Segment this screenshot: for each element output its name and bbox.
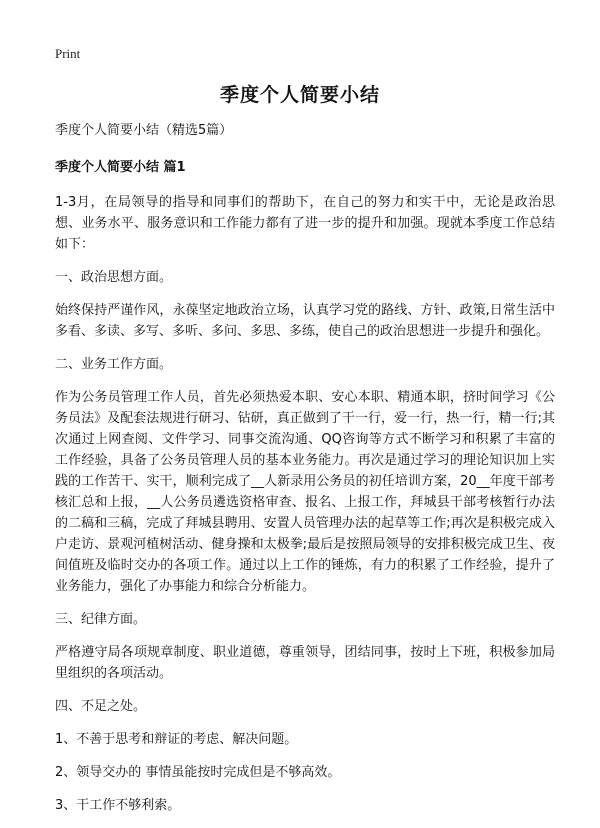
intro-paragraph: 1-3月，在局领导的指导和同事们的帮助下，在自己的努力和实干中，无论是政治思想、业务水平、服务意识和工作能力都有了进一步的提升和加强。现就本季度工作总结如下：	[55, 195, 555, 252]
section-heading-discipline: 三、纪律方面。	[55, 612, 147, 627]
document-subtitle: 季度个人简要小结（精选5篇）	[55, 123, 233, 138]
paragraph-discipline: 严格遵守局各项规章制度、职业道德，尊重领导，团结同事，按时上下班，积极参加局里组织的各项活动。	[55, 645, 555, 681]
document-title: 季度个人简要小结	[219, 84, 380, 106]
section-heading-business: 二、业务工作方面。	[55, 357, 173, 372]
shortcoming-item-1: 1、不善于思考和辩证的考虑、解决问题。	[55, 732, 298, 747]
document-body	[55, 120, 555, 828]
article-heading: 季度个人简要小结 篇1	[55, 160, 186, 175]
shortcoming-item-2: 2、领导交办的 事情虽能按时完成但是不够高效。	[55, 765, 341, 780]
section-heading-shortcomings: 四、不足之处。	[55, 699, 147, 714]
paragraph-political: 始终保持严谨作风，永葆坚定地政治立场，认真学习党的路线、方针、政策,日常生活中多看、多读、多写、多听、多问、多思、多练，使自己的政治思想进一步提升和强化。	[55, 303, 555, 339]
shortcoming-item-3: 3、干工作不够利索。	[55, 798, 181, 813]
paragraph-business: 作为公务员管理工作人员，首先必须热爱本职、安心本职、精通本职，挤时间学习《公务员法》及配套法规进行研习、钻研，真正做到了干一行，爱一行，热一行，精一行;其次通过上网查阅、文件学习、同事交流沟通、QQ咨询等方式不断学习和积累了丰富的工作经验，具备了公务员管理人员的基本业务能力。再次是通过学习的理论知识加上实践的工作苦干、实干，顺利完成了__人新录用公务员的初任培训方案，20__年度干部考核汇总和上报，__人公务员遴选资格审查、报名、上报工作，拜城县干部考核暂行办法的二稿和三稿，完成了拜城县聘用、安置人员管理办法的起草等工作;再次是积极完成入户走访、景观河植树活动、健身操和太极拳;最后是按照局领导的安排积极完成卫生、夜间值班及临时交办的各项工作。通过以上工作的锤炼，有力的积累了工作经验，提升了业务能力，强化了办事能力和综合分析能力。	[55, 390, 555, 594]
section-heading-political: 一、政治思想方面。	[55, 270, 173, 285]
print-link[interactable]: Print	[55, 46, 81, 61]
